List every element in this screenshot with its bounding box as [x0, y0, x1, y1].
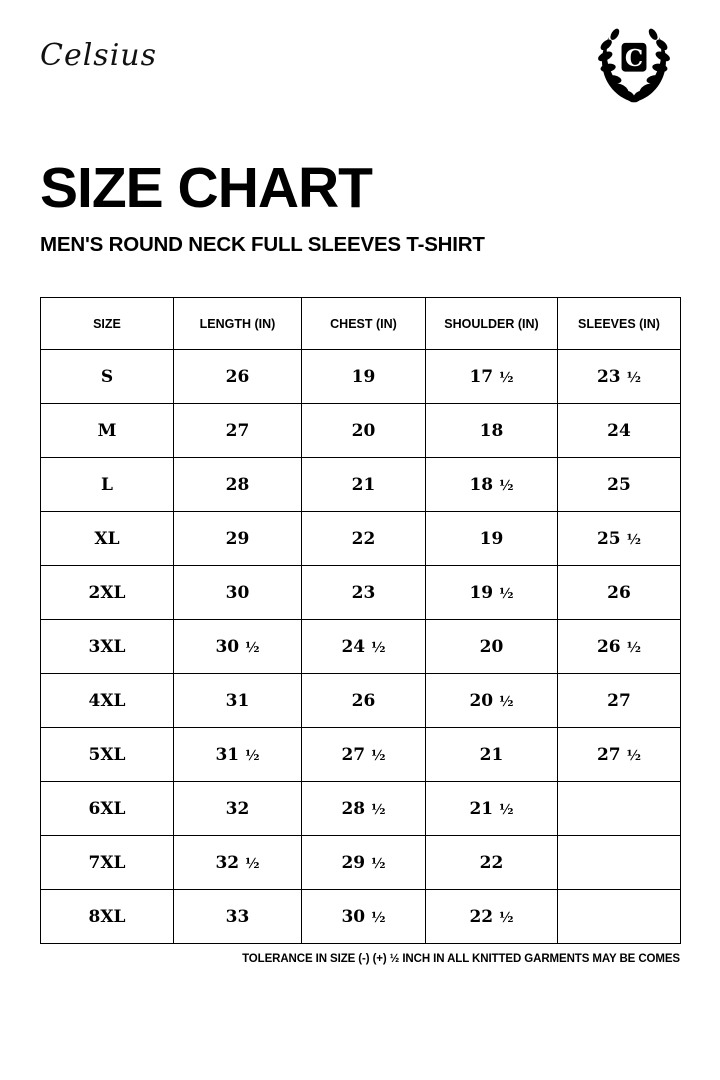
cell-shoulder: 22 ½: [426, 890, 558, 944]
cell-size: 2XL: [41, 566, 174, 620]
cell-size: 8XL: [41, 890, 174, 944]
size-chart-table: [40, 297, 681, 944]
cell-shoulder: 21: [426, 728, 558, 782]
cell-shoulder: 18: [426, 404, 558, 458]
cell-sleeves: 26 ½: [558, 620, 681, 674]
cell-shoulder: 19: [426, 512, 558, 566]
cell-chest: 26: [302, 674, 426, 728]
cell-sleeves: 24: [558, 404, 681, 458]
page-title: SIZE CHART: [40, 156, 372, 220]
column-header-sleeves: SLEEVES (IN): [558, 298, 681, 350]
page-subtitle: MEN'S ROUND NECK FULL SLEEVES T-SHIRT: [40, 233, 485, 256]
column-header-chest: CHEST (IN): [302, 298, 426, 350]
cell-shoulder: 18 ½: [426, 458, 558, 512]
cell-sleeves: 26: [558, 566, 681, 620]
tolerance-footnote: TOLERANCE IN SIZE (-) (+) ½ INCH IN ALL KNITTED GARMENTS MAY BE COMES: [242, 953, 680, 965]
table-row: [41, 674, 681, 728]
cell-sleeves: 25: [558, 458, 681, 512]
cell-length: 32: [174, 782, 302, 836]
table-row: [41, 566, 681, 620]
table-row: [41, 782, 681, 836]
table-row: [41, 620, 681, 674]
cell-sleeves: 23 ½: [558, 350, 681, 404]
title-block: [0, 130, 720, 257]
cell-size: XL: [41, 512, 174, 566]
cell-shoulder: 20: [426, 620, 558, 674]
cell-length: 26: [174, 350, 302, 404]
cell-length: 33: [174, 890, 302, 944]
cell-chest: 23: [302, 566, 426, 620]
cell-shoulder: 17 ½: [426, 350, 558, 404]
table-row: [41, 836, 681, 890]
table-row: [41, 458, 681, 512]
cell-length: 30 ½: [174, 620, 302, 674]
cell-length: 28: [174, 458, 302, 512]
column-header-shoulder: SHOULDER (IN): [426, 298, 558, 350]
cell-sleeves: [558, 782, 681, 836]
column-header-size: SIZE: [41, 298, 174, 350]
table-row: [41, 512, 681, 566]
cell-size: 4XL: [41, 674, 174, 728]
table-row: [41, 728, 681, 782]
cell-length: 27: [174, 404, 302, 458]
cell-length: 31 ½: [174, 728, 302, 782]
cell-size: 5XL: [41, 728, 174, 782]
cell-sleeves: 27 ½: [558, 728, 681, 782]
cell-chest: 19: [302, 350, 426, 404]
cell-shoulder: 19 ½: [426, 566, 558, 620]
cell-size: L: [41, 458, 174, 512]
cell-size: 7XL: [41, 836, 174, 890]
cell-shoulder: 20 ½: [426, 674, 558, 728]
cell-chest: 20: [302, 404, 426, 458]
table-header-row: [41, 298, 681, 350]
table-row: [41, 404, 681, 458]
cell-sleeves: [558, 890, 681, 944]
cell-chest: 30 ½: [302, 890, 426, 944]
cell-shoulder: 22: [426, 836, 558, 890]
cell-chest: 21: [302, 458, 426, 512]
cell-size: M: [41, 404, 174, 458]
cell-size: 3XL: [41, 620, 174, 674]
cell-length: 29: [174, 512, 302, 566]
table-row: [41, 350, 681, 404]
cell-sleeves: [558, 836, 681, 890]
cell-chest: 22: [302, 512, 426, 566]
column-header-length: LENGTH (IN): [174, 298, 302, 350]
cell-sleeves: 25 ½: [558, 512, 681, 566]
brand-wordmark: Celsius: [40, 38, 158, 73]
cell-length: 31: [174, 674, 302, 728]
emblem-monogram: C: [624, 44, 644, 72]
cell-size: S: [41, 350, 174, 404]
cell-chest: 28 ½: [302, 782, 426, 836]
cell-length: 30: [174, 566, 302, 620]
cell-chest: 24 ½: [302, 620, 426, 674]
table-row: [41, 890, 681, 944]
cell-shoulder: 21 ½: [426, 782, 558, 836]
laurel-wreath-emblem-icon: [586, 18, 682, 110]
size-table-container: [0, 257, 720, 944]
cell-chest: 29 ½: [302, 836, 426, 890]
cell-chest: 27 ½: [302, 728, 426, 782]
cell-size: 6XL: [41, 782, 174, 836]
cell-length: 32 ½: [174, 836, 302, 890]
document-header: [0, 0, 720, 130]
cell-sleeves: 27: [558, 674, 681, 728]
table-body: [41, 350, 681, 944]
